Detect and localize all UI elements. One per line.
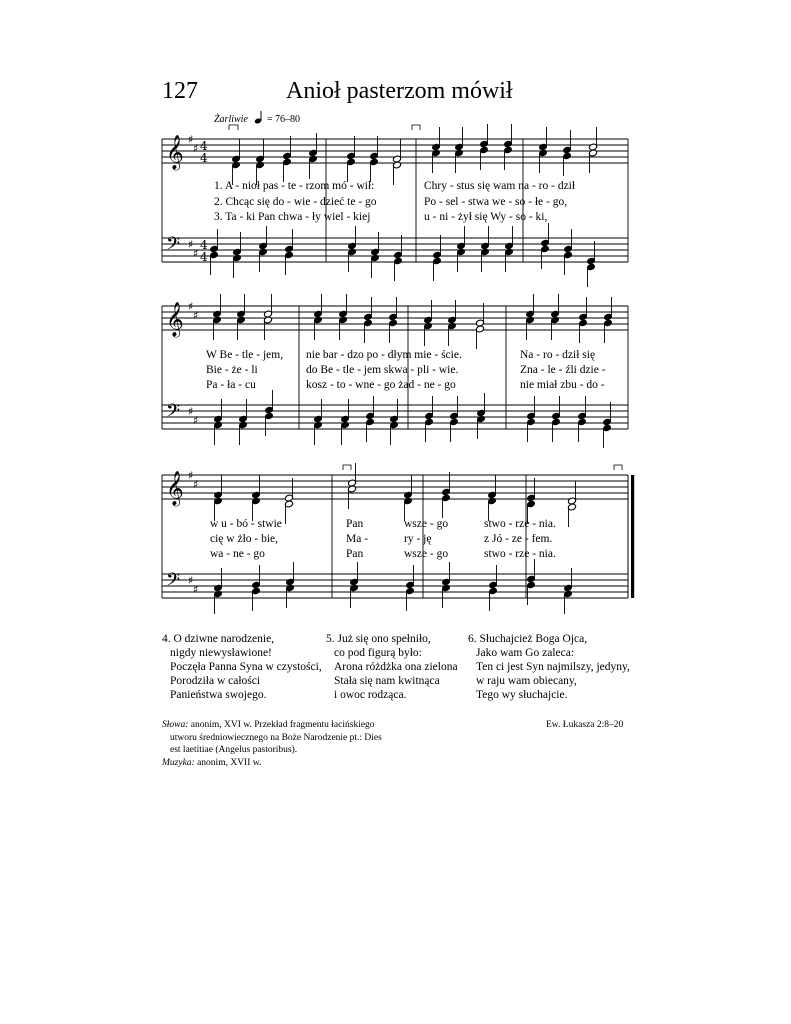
time-sig-denominator: 4 [200,250,208,264]
verse-5-line: co pod figurą było: [334,647,422,659]
time-sig-numerator: 4 [200,238,208,252]
lyric-s3-v1: w u - bó - stwie [210,518,282,530]
words-line3: est laetitiae (Angelus pastoribus). [170,745,298,755]
tempo-word: Żarliwie [214,114,248,125]
verse-5-line: Arona różdżka ona zielona [334,661,458,673]
lyric-s2-v1: W Be - tle - jem, [206,349,284,361]
verse-5 [326,632,458,702]
phrase-bracket [229,125,238,130]
lyric-s2c-v2: Zna - le - źli dzie - [520,364,606,376]
lyric-s2c-v3: nie miał zbu - do - [520,379,605,391]
lyric-s3c-v2: ry - ję [404,533,432,545]
treble-clef-icon: 𝄞 [166,302,184,337]
lyric-s3-v2: cię w żło - bie, [210,533,279,545]
verse-6-line: w raju wam obiecany, [476,675,577,687]
verse-4-line: Porodziła w całości [170,675,261,687]
sharp-icon: ♯ [193,309,199,322]
time-sig-numerator: 4 [200,139,208,153]
lyric-s3c-v3: wsze - go [404,548,449,560]
words-line1: anonim, XVI w. Przekład fragmentu łacińskiego [190,720,375,730]
lyric-s1-v3: 3. Ta - ki Pan chwa - ły wiel - kiej [214,211,371,223]
lyric-s3b-v3: Pan [346,548,364,560]
treble-clef-icon: 𝄞 [166,135,184,170]
lyric-s1b-v3: u - ni - żył się Wy - so - ki, [424,211,548,223]
phrase-bracket [343,465,351,470]
verse-6-line: Ten ci jest Syn najmilszy, jedyny, [476,661,630,673]
lyric-s1b-v1: Chry - stus się wam na - ro - dził [424,180,576,192]
tempo-bpm: = 76–80 [266,114,301,125]
sharp-icon: ♯ [188,574,194,587]
sharp-icon: ♯ [193,414,199,427]
sharp-icon: ♯ [188,300,194,313]
words-line2: utworu średniowiecznego na Boże Narodzenie pt.: Dies [170,732,382,743]
final-barline [631,475,634,598]
verse-6-line: 6. Słuchajcież Boga Ojca, [468,633,588,645]
lyric-s2b-v1: nie bar - dzo po - dłym mie - ście. [306,349,462,361]
sharp-icon: ♯ [193,583,199,596]
lyric-s3b-v1: Pan [346,518,364,530]
lyric-s2-v2: Bie - że - li [206,364,258,376]
verse-6-line: Jako wam Go zaleca: [476,647,575,659]
verse-6-line: Tego wy słuchajcie. [476,689,568,701]
scripture-reference: Ew. Łukasza 2:8–20 [546,720,624,730]
lyric-s3b-v2: Ma - [346,533,369,545]
verse-4-line: 4. O dziwne narodzenie, [162,633,275,645]
phrase-bracket [412,125,420,130]
lyric-s3c-v1: wsze - go [404,518,449,530]
lyric-s1-v2: 2. Chcąc się do - wie - dzieć te - go [214,196,377,208]
lyric-s1b-v2: Po - sel - stwa we - so - łe - go, [424,196,568,208]
sharp-icon: ♯ [188,405,194,418]
bass-clef-icon: 𝄢 [166,401,181,426]
verse-5-line: Stała się nam kwitnąca [334,675,440,687]
verse-5-line: i owoc rodząca. [334,689,407,701]
verse-5-line: 5. Już się ono spełniło, [326,633,431,645]
verse-4-line: Poczęła Panna Syna w czystości, [170,661,322,673]
sharp-icon: ♯ [188,238,194,251]
bass-clef-icon: 𝄢 [166,234,181,259]
music-text: anonim, XVII w. [197,757,262,768]
lyric-s1-v1: 1. A - nioł pas - te - rzom mó - wił: [214,180,375,192]
verse-4-line: Panieństwa swojego. [170,689,267,701]
time-sig-denominator: 4 [200,151,208,165]
bass-clef-icon: 𝄢 [166,570,181,595]
sharp-icon: ♯ [193,478,199,491]
hymn-title: Anioł pasterzom mówił [286,78,513,104]
lyric-s3-v3: wa - ne - go [210,548,265,560]
lyric-s2-v3: Pa - ła - cu [206,379,256,391]
verse-4-line: nigdy niewysławione! [170,647,272,659]
lyric-s2b-v3: kosz - to - wne - go żad - ne - go [306,379,456,391]
verse-6 [468,632,630,702]
sharp-icon: ♯ [193,142,199,155]
verse-4 [162,632,322,702]
lyric-s2b-v2: do Be - tle - jem skwa - pli - wie. [306,364,459,376]
lyric-s3d-v3: stwo - rze - nia. [484,548,556,560]
sharp-icon: ♯ [188,469,194,482]
words-label: Słowa: [162,720,189,730]
lyric-s2c-v1: Na - ro - dził się [520,349,596,361]
phrase-bracket [614,465,622,470]
lyric-s3d-v2: z Jó - ze - fem. [484,533,553,545]
music-label: Muzyka: [162,757,195,768]
sharp-icon: ♯ [193,247,199,260]
sharp-icon: ♯ [188,133,194,146]
hymn-number: 127 [162,78,198,104]
treble-clef-icon: 𝄞 [166,471,184,506]
lyric-s3d-v1: stwo - rze - nia. [484,518,556,530]
credits [162,719,382,769]
